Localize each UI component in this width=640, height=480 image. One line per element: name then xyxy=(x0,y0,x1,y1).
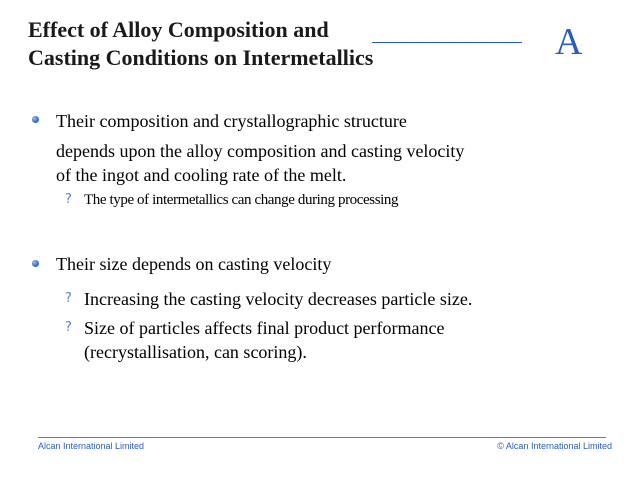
title-line-1: Effect of Alloy Composition and xyxy=(28,17,329,42)
sub-bullet-marker-icon: ? xyxy=(65,291,72,306)
title-underline xyxy=(372,42,522,43)
sub-bullet-2-2-line-2: (recrystallisation, can scoring). xyxy=(84,342,307,362)
footer-right-text: © Alcan International Limited xyxy=(497,441,612,451)
footer-left-text: Alcan International Limited xyxy=(38,441,145,451)
bullet-1-line-1: Their composition and crystallographic structure xyxy=(56,111,407,131)
sub-bullet-1-1-text: The type of intermetallics can change during processing xyxy=(84,192,399,208)
sub-bullet-marker-icon: ? xyxy=(65,320,72,335)
sub-bullet-marker-icon: ? xyxy=(65,192,72,207)
sub-bullet-2-2-line-1: Size of particles affects final product performance xyxy=(84,318,445,338)
bullet-2-line-1: Their size depends on casting velocity xyxy=(56,254,332,274)
bullet-1-line-2: depends upon the alloy composition and casting velocity xyxy=(56,141,465,161)
bullet-dot-icon xyxy=(32,260,39,267)
sub-bullet-2-1-text: Increasing the casting velocity decreases particle size. xyxy=(84,289,473,309)
bullet-1-line-3: of the ingot and cooling rate of the melt. xyxy=(56,165,347,185)
title-text xyxy=(28,16,373,72)
title-line-2: Casting Conditions on Intermetallics xyxy=(28,45,374,70)
footer-divider xyxy=(38,437,606,438)
brand-logo-letter: A xyxy=(555,21,583,63)
bullet-dot-icon xyxy=(32,116,39,123)
